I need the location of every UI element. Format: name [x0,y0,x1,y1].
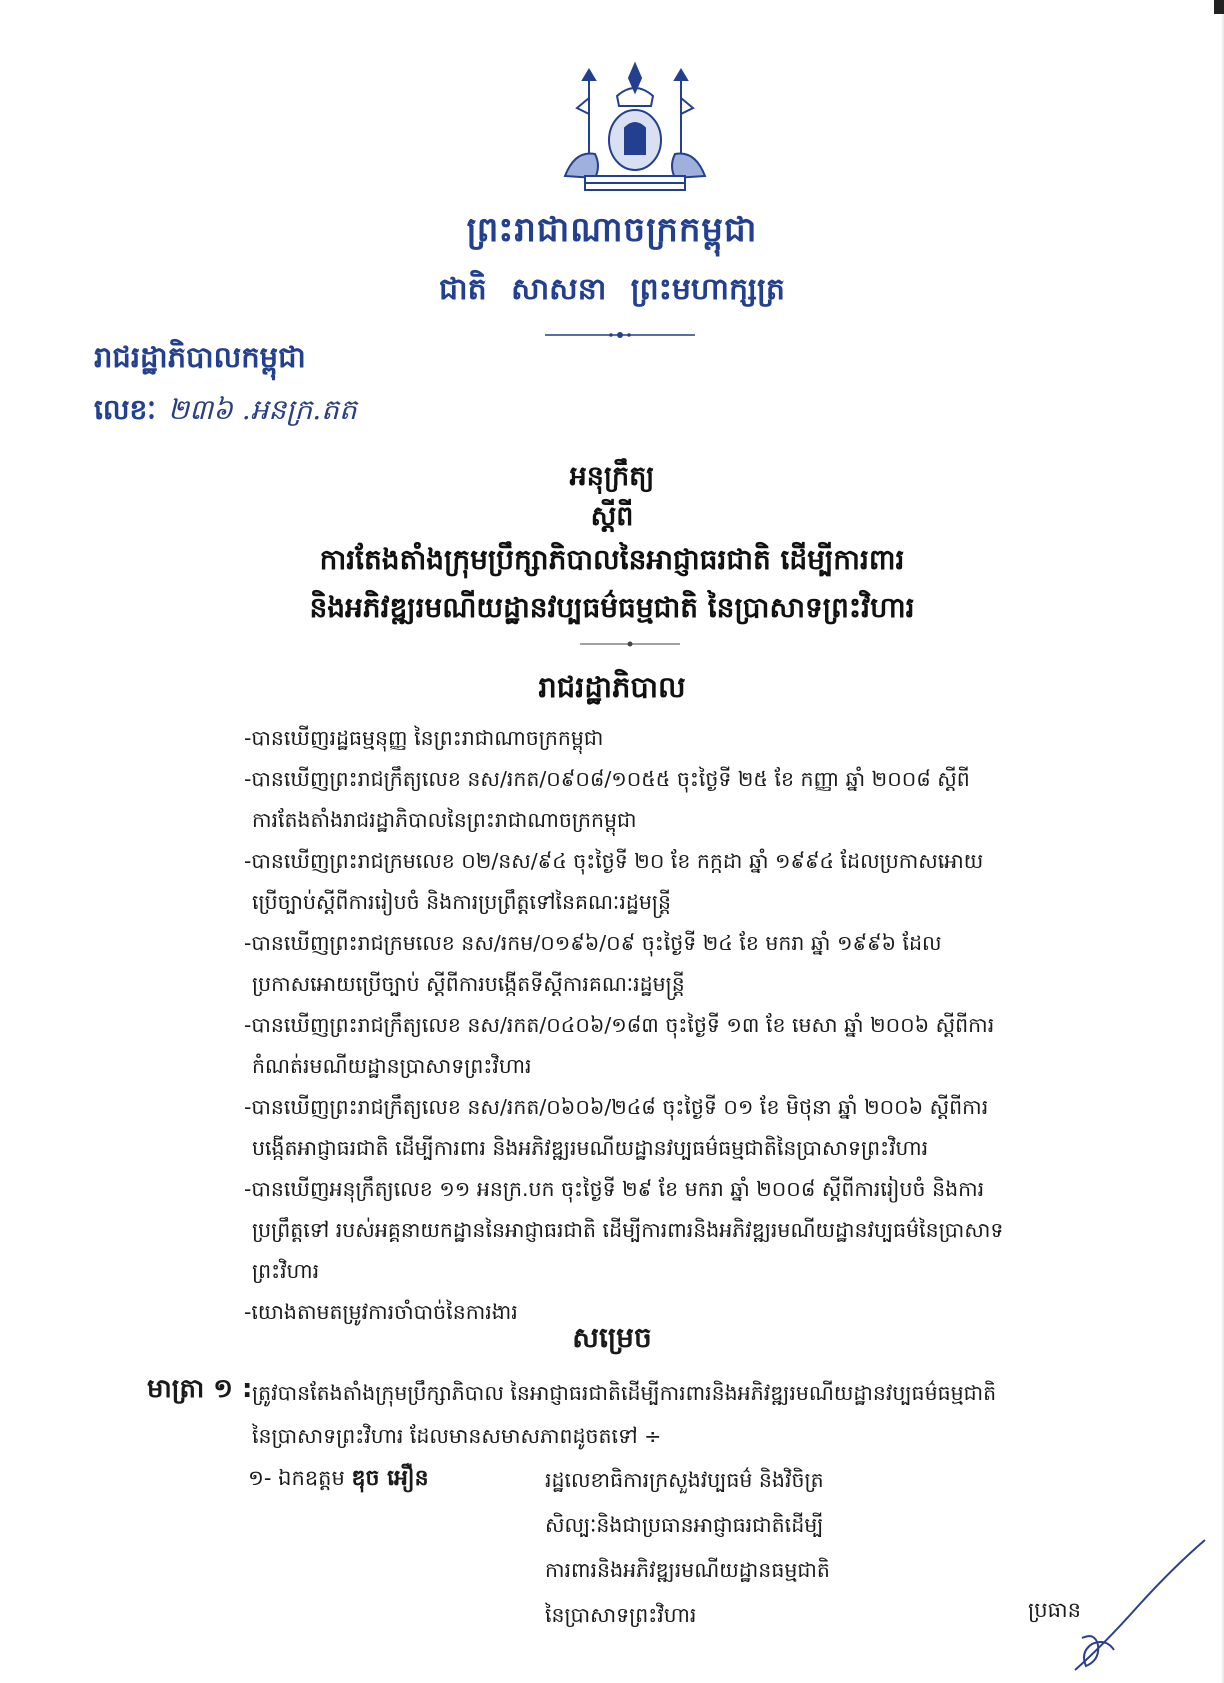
decision-heading: សម្រេច [572,1321,652,1354]
royal-arms-emblem [555,58,715,198]
document-number-label: លេខៈ [94,393,156,426]
article-1-text [252,1372,1112,1458]
preamble-line: -បានឃើញរដ្ឋធម្មនុញ្ញ នៃព្រះរាជាណាចក្រកម្ពុជា [244,726,604,750]
member-1-name [248,1464,429,1496]
header-ornament-divider [545,330,695,340]
preamble-line: ព្រះវិហារ [252,1259,320,1283]
subject-line-1: ការតែងតាំងក្រុមប្រឹក្សាភិបាលនៃអាជ្ញាធរជាតិ ដើម្បីការពារ [319,543,905,576]
national-motto: ជាតិ សាសនា ព្រះមហាក្សត្រ [439,272,785,307]
preamble-line: ប្រព្រឹត្តទៅ របស់អគ្គនាយកដ្ឋាននៃអាជ្ញាធរជាតិ ដើម្បីការពារនិងអភិវឌ្ឍរមណីយដ្ឋានវប្បធម៌នៃប្រាសាទ [252,1218,1004,1242]
preamble-line: -បានឃើញព្រះរាជក្រឹត្យលេខ នស/រកត/០៩០៨/១០៥៥ ចុះថ្ងៃទី ២៥ ខែ កញ្ញា ឆ្នាំ ២០០៨ ស្តីពី [244,767,970,791]
preamble-line: -យោងតាមតម្រូវការចាំបាច់នៃការងារ [244,1300,518,1324]
member-1-role-line: រដ្ឋលេខាធិការក្រសួងវប្បធម៌ និងវិចិត្រ [545,1468,824,1492]
kingdom-name: ព្រះរាជាណាចក្រកម្ពុជា [466,210,758,250]
preamble-line: -បានឃើញព្រះរាជក្រមលេខ នស/រកម/០១៩៦/០៩ ចុះថ្ងៃទី ២៤ ខែ មករា ឆ្នាំ ១៩៩៦ ដែល [244,931,942,955]
subject-line-2: និងអភិវឌ្ឍរមណីយដ្ឋានវប្បធម៌ធម្មជាតិ នៃប្រាសាទព្រះវិហារ [309,591,915,624]
article-1-line: ត្រូវបានតែងតាំងក្រុមប្រឹក្សាភិបាល នៃអាជ្ញាធរជាតិដើម្បីការពារនិងអភិវឌ្ឍរមណីយដ្ឋានវប្បធម៌ធម្មជាតិ [252,1381,997,1405]
preamble-line: ការតែងតាំងរាជរដ្ឋាភិបាលនៃព្រះរាជាណាចក្រកម្ពុជា [252,808,637,832]
government-heading: រាជរដ្ឋាភិបាល [538,670,686,704]
member-1-role [545,1458,945,1638]
preamble [244,718,1114,1333]
member-1-fullname: ឌុច អឿន [351,1466,429,1491]
preamble-line: -បានឃើញព្រះរាជក្រមលេខ ០២/នស/៩៤ ចុះថ្ងៃទី ២០ ខែ កក្កដា ឆ្នាំ ១៩៩៤ ដែលប្រកាសអោយ [244,849,984,873]
scan-corner-mark [1214,0,1224,14]
member-1-role-line: នៃប្រាសាទព្រះវិហារ [545,1603,697,1627]
document-number-value: ២៣៦ .អនក្រ.តត [167,393,357,426]
article-1-label: មាត្រា ១ : [147,1374,253,1404]
issuer-name: រាជរដ្ឋាភិបាលកម្ពុជា [94,340,306,374]
preamble-line: ប្រើច្បាប់ស្តីពីការរៀបចំ និងការប្រព្រឹត្តទៅនៃគណៈរដ្ឋមន្ត្រី [252,890,671,914]
preamble-line: ប្រកាសអោយប្រើច្បាប់ ស្តីពីការបង្កើតទីស្តីការគណៈរដ្ឋមន្ត្រី [252,972,685,996]
document-number [94,392,357,433]
member-1-role-line: សិល្បៈនិងជាប្រធានអាជ្ញាធរជាតិដើម្បី [545,1513,824,1537]
handwritten-signature [1020,1520,1210,1680]
member-1-role-line: ការពារនិងអភិវឌ្ឍរមណីយដ្ឋានធម្មជាតិ [545,1558,830,1582]
article-1-line: នៃប្រាសាទព្រះវិហារ ដែលមានសមាសភាពដូចតទៅ ÷ [252,1424,662,1448]
preamble-line: -បានឃើញអនុក្រឹត្យលេខ ១១ អនក្រ.បក ចុះថ្ងៃទី ២៩ ខែ មករា ឆ្នាំ ២០០៨ ស្តីពីការរៀបចំ និងការ [244,1177,985,1201]
about-label: ស្តីពី [590,501,634,532]
member-1-prefix: ១- ឯកឧត្តម [248,1466,345,1490]
member-1-title: ប្រធាន [1028,1598,1081,1622]
preamble-line: កំណត់រមណីយដ្ឋានប្រាសាទព្រះវិហារ [252,1054,532,1078]
document-type: អនុក្រឹត្យ [569,461,655,492]
title-separator [580,640,680,648]
preamble-line: -បានឃើញព្រះរាជក្រឹត្យលេខ នស/រកត/០៤០៦/១៨៣ ចុះថ្ងៃទី ១៣ ខែ មេសា ឆ្នាំ ២០០៦ ស្តីពីការ [244,1013,995,1037]
preamble-line: បង្កើតអាជ្ញាធរជាតិ ដើម្បីការពារ និងអភិវឌ្ឍរមណីយដ្ឋានវប្បធម៌ធម្មជាតិនៃប្រាសាទព្រះវិហារ [252,1136,929,1160]
preamble-line: -បានឃើញព្រះរាជក្រឹត្យលេខ នស/រកត/០៦០៦/២៤៨ ចុះថ្ងៃទី ០១ ខែ មិថុនា ឆ្នាំ ២០០៦ ស្តីពីការ [244,1095,989,1119]
